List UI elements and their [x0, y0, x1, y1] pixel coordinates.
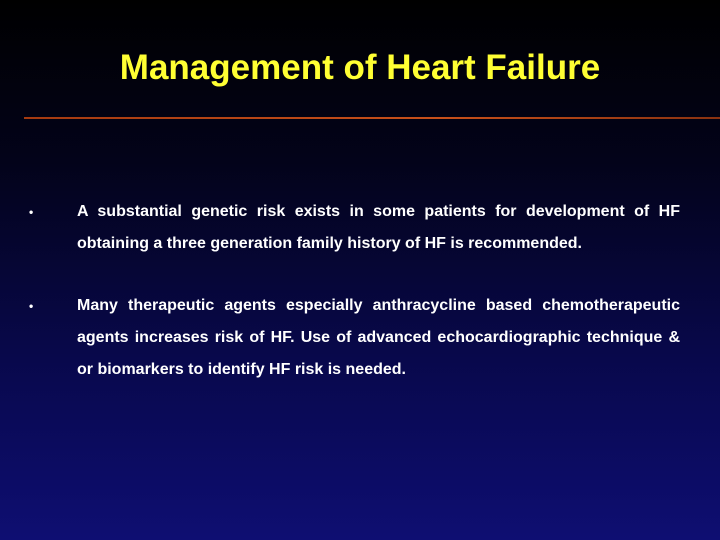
- bullet-text: A substantial genetic risk exists in some patients for development of HF obtaining a three generation family history of HF is recommended.: [77, 203, 680, 252]
- bullet-marker: •: [29, 299, 34, 313]
- bullet-text: Many therapeutic agents especially anthracycline based chemotherapeutic agents increases risk of HF. Use of advanced echocardiographic technique & or biomarkers to identify HF risk is needed.: [77, 297, 680, 378]
- bullet-list: [20, 196, 680, 416]
- slide-title: Management of Heart Failure: [119, 48, 601, 87]
- bullet-item: [20, 196, 680, 260]
- bullet-item: [20, 290, 680, 386]
- bullet-marker: •: [29, 205, 34, 219]
- title-divider: [24, 117, 720, 119]
